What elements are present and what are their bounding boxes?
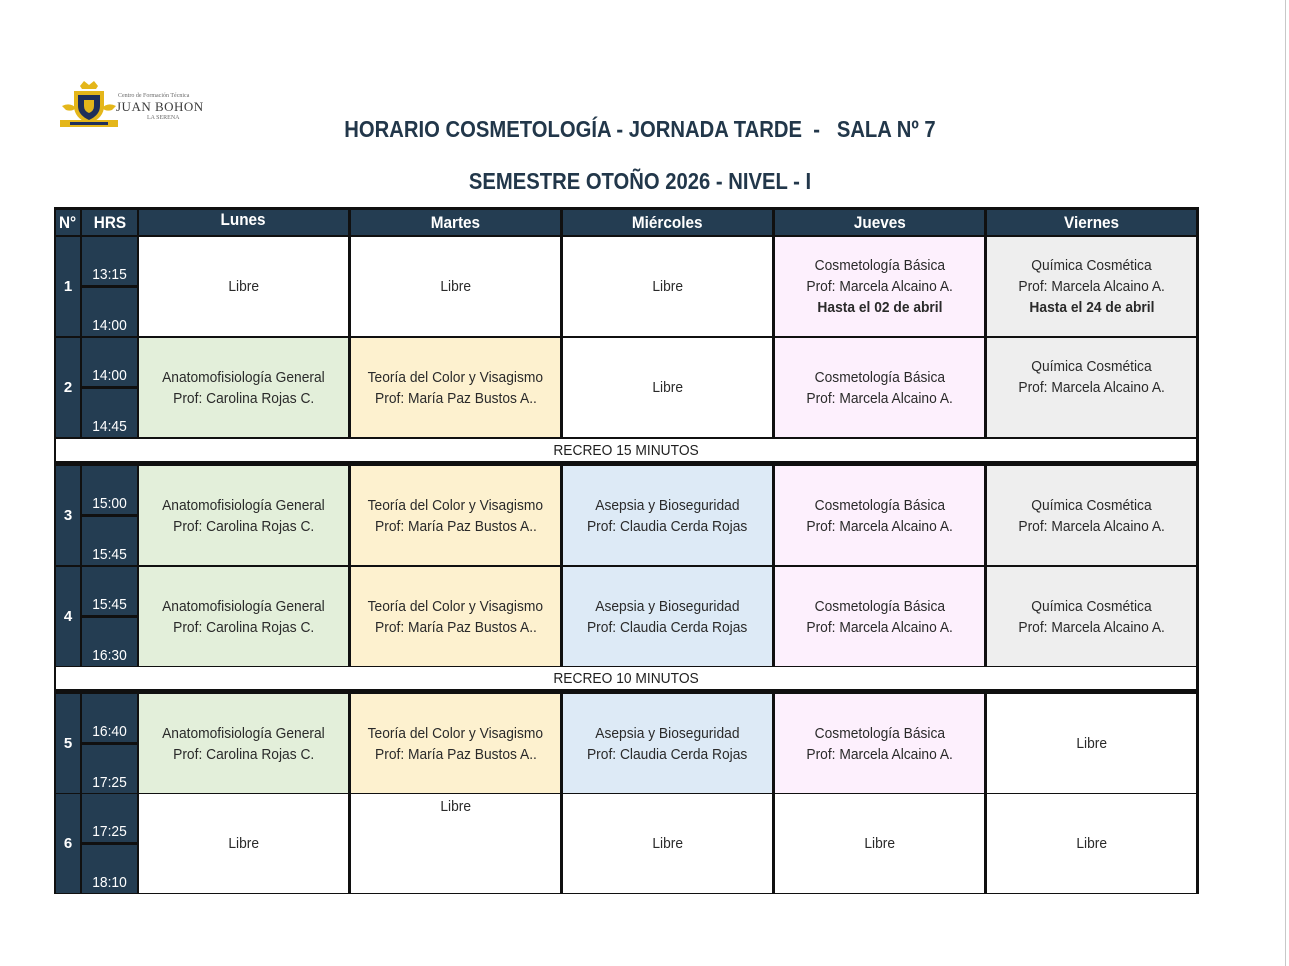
row-number: [56, 567, 80, 666]
time-end-label: 14:45: [92, 418, 127, 435]
time-end-label: 18:10: [92, 874, 127, 891]
header-day-2: [563, 210, 772, 235]
class-slot: [987, 694, 1196, 793]
class-slot: [775, 794, 984, 893]
class-slot: [351, 338, 560, 437]
class-slot: [563, 466, 772, 565]
subject-name: Asepsia y Bioseguridad: [595, 724, 740, 742]
time-end: [82, 389, 137, 437]
class-slot: [351, 567, 560, 666]
class-slot: [987, 794, 1196, 893]
time-start-label: 16:40: [92, 723, 127, 740]
row-number-label: 2: [63, 379, 73, 396]
subject-name: Cosmetología Básica: [814, 496, 945, 514]
time-start: [82, 466, 137, 514]
logo-city: LA SERENA: [147, 115, 180, 121]
class-slot: [987, 466, 1196, 565]
time-start-label: 15:45: [92, 596, 127, 613]
class-slot: [987, 567, 1196, 666]
teacher-name: Prof: Carolina Rojas C.: [172, 745, 315, 763]
class-slot: [139, 466, 348, 565]
teacher-name: Prof: Carolina Rojas C.: [172, 389, 315, 407]
subject-name: Libre: [652, 379, 683, 396]
time-start-label: 14:00: [92, 367, 127, 384]
teacher-name: Prof: Marcela Alcaino A.: [1018, 517, 1165, 535]
row-number: [56, 694, 80, 793]
class-slot: [139, 694, 348, 793]
time-start: [82, 794, 137, 842]
slot-note: Hasta el 02 de abril: [816, 299, 943, 316]
time-end: [82, 618, 137, 666]
slot-note: Hasta el 24 de abril: [1028, 299, 1155, 316]
header-day-label: Martes: [430, 212, 481, 232]
class-slot: [775, 338, 984, 437]
header-hrs: [82, 210, 137, 235]
header-hrs-label: HRS: [93, 212, 126, 232]
class-slot: [139, 794, 348, 893]
time-end: [82, 517, 137, 565]
time-start-label: 15:00: [92, 495, 127, 512]
teacher-name: Prof: Marcela Alcaino A.: [806, 517, 953, 535]
page-title: HORARIO COSMETOLOGÍA - JORNADA TARDE - SALA Nº 7: [344, 116, 936, 142]
class-slot: [351, 466, 560, 565]
time-start: [82, 338, 137, 386]
subject-name: Química Cosmética: [1031, 496, 1152, 514]
teacher-name: [1090, 398, 1094, 419]
subject-name: Libre: [652, 835, 683, 852]
class-slot: [775, 567, 984, 666]
header-num-label: N°: [59, 212, 77, 232]
subject-name: Cosmetología Básica: [814, 597, 945, 615]
subject-name: Libre: [652, 278, 683, 295]
class-slot: [139, 567, 348, 666]
class-slot: [563, 794, 772, 893]
teacher-name: Prof: Carolina Rojas C.: [172, 618, 315, 636]
break-row: [56, 439, 1196, 461]
class-slot: [563, 237, 772, 336]
teacher-name: Prof: Marcela Alcaino A.: [806, 278, 953, 295]
subject-name: Asepsia y Bioseguridad: [595, 496, 740, 514]
teacher-name: Prof: Marcela Alcaino A.: [1018, 379, 1165, 396]
row-number: [56, 794, 80, 893]
page-edge-line: [1285, 0, 1286, 966]
time-start-label: 17:25: [92, 823, 127, 840]
subject-name: Libre: [1076, 835, 1107, 852]
teacher-name: Prof: Marcela Alcaino A.: [806, 389, 953, 407]
header-day-label: Lunes: [220, 210, 267, 229]
subject-name: Anatomofisiología General: [162, 496, 325, 514]
teacher-name: Prof: Claudia Cerda Rojas: [587, 517, 748, 535]
subject-name: Química Cosmética: [1031, 257, 1152, 274]
header-day-label: Viernes: [1063, 212, 1120, 232]
class-slot: [139, 237, 348, 336]
header-day-3: [775, 210, 984, 235]
class-slot: [775, 466, 984, 565]
time-end-label: 16:30: [92, 647, 127, 664]
class-slot: [351, 794, 560, 893]
teacher-name: Prof: María Paz Bustos A..: [374, 618, 537, 636]
row-number: [56, 466, 80, 565]
break-label: RECREO 15 MINUTOS: [553, 441, 699, 459]
row-number: [56, 237, 80, 336]
teacher-name: Prof: Marcela Alcaino A.: [1018, 278, 1165, 295]
teacher-name: Prof: María Paz Bustos A..: [374, 517, 537, 535]
class-slot: [987, 237, 1196, 336]
teacher-name: Prof: Claudia Cerda Rojas: [587, 745, 748, 763]
logo-name: JUAN BOHON: [116, 99, 204, 114]
subject-name: Cosmetología Básica: [814, 368, 945, 386]
row-number-label: 4: [63, 608, 73, 625]
teacher-name: Prof: María Paz Bustos A..: [374, 745, 537, 763]
time-start: [82, 694, 137, 742]
row-number-label: 6: [63, 835, 73, 852]
header-num: [56, 210, 80, 235]
subject-name: Libre: [228, 278, 259, 295]
header-day-0: [139, 210, 348, 235]
class-slot: [775, 694, 984, 793]
time-start-label: 13:15: [92, 266, 127, 283]
teacher-name: Prof: Marcela Alcaino A.: [806, 618, 953, 636]
subject-name: Anatomofisiología General: [162, 724, 325, 742]
row-number: [56, 338, 80, 437]
subject-name: Libre: [864, 835, 895, 852]
subject-name: Química Cosmética: [1031, 358, 1152, 375]
class-slot: [351, 237, 560, 336]
teacher-name: Prof: Claudia Cerda Rojas: [587, 618, 748, 636]
class-slot: [563, 338, 772, 437]
time-end-label: 17:25: [92, 774, 127, 791]
class-slot: [775, 237, 984, 336]
schedule-table: [54, 207, 1199, 894]
class-slot: [563, 567, 772, 666]
time-start: [82, 567, 137, 615]
break-row: [56, 667, 1196, 689]
subject-name: Teoría del Color y Visagismo: [367, 724, 544, 742]
class-slot: [987, 338, 1196, 437]
subject-name: Anatomofisiología General: [162, 368, 325, 386]
subject-name: Cosmetología Básica: [814, 257, 945, 274]
time-end: [82, 845, 137, 893]
break-label: RECREO 10 MINUTOS: [553, 669, 699, 687]
time-end: [82, 288, 137, 336]
subject-name: Química Cosmética: [1031, 597, 1152, 615]
subject-name: Libre: [440, 278, 471, 295]
subject-name: Libre: [228, 835, 259, 852]
header-day-4: [987, 210, 1196, 235]
header-day-label: Miércoles: [632, 212, 703, 232]
page-subtitle: SEMESTRE OTOÑO 2026 - NIVEL - I: [468, 168, 812, 194]
time-start: [82, 237, 137, 285]
header-day-label: Jueves: [853, 212, 906, 232]
row-number-label: 5: [63, 735, 73, 752]
class-slot: [139, 338, 348, 437]
class-slot: [351, 694, 560, 793]
teacher-name: Prof: Marcela Alcaino A.: [1018, 618, 1165, 636]
row-number-label: 3: [63, 507, 73, 524]
time-end-label: 15:45: [92, 546, 127, 563]
subject-name: Teoría del Color y Visagismo: [367, 597, 544, 615]
row-number-label: 1: [63, 278, 73, 295]
subject-name: Cosmetología Básica: [814, 724, 945, 742]
teacher-name: Prof: María Paz Bustos A..: [374, 389, 537, 407]
subject-name: Asepsia y Bioseguridad: [595, 597, 740, 615]
time-end: [82, 745, 137, 793]
header-day-1: [351, 210, 560, 235]
time-end-label: 14:00: [92, 317, 127, 334]
subject-name: Libre: [440, 798, 471, 815]
teacher-name: Prof: Carolina Rojas C.: [172, 517, 315, 535]
subject-name: Anatomofisiología General: [162, 597, 325, 615]
subject-name: Libre: [1076, 735, 1107, 752]
class-slot: [563, 694, 772, 793]
logo-caption: Centro de Formación Técnica: [118, 93, 190, 99]
subject-name: Teoría del Color y Visagismo: [367, 368, 544, 386]
teacher-name: Prof: Marcela Alcaino A.: [806, 745, 953, 763]
subject-name: Teoría del Color y Visagismo: [367, 496, 544, 514]
